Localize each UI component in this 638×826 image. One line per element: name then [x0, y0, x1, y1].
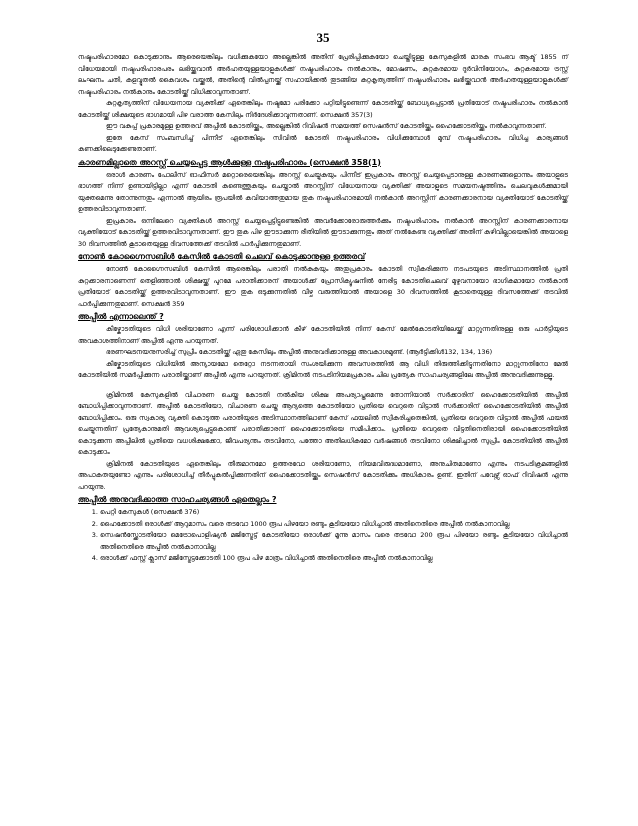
paragraph: ഒരാൾ കാരണം പോലീസ് ഓഫീസർ മറ്റൊരെയെങ്കിലും അറസ്റ്റ് ചെയ്യുകയും പിന്നീട് ഇപ്രകാരം അറസ്റ്റ് ചെയ്യപ്പെടാനുള്ള കാരണങ്ങളൊന്നും അയാളുടെ ഭാഗത്ത് നിന്ന് ഉണ്ടായിട്ടില്ലാ എന്ന് കോടതി കണ്ടെത്തുകയും ചെയ്താൽ അറസ്റ്റിന് വിധേയനായ വ്യക്തിക്ക് അയാളുടെ സമയനഷ്ടത്തിനും ചെലവുകൾക്കുമായി യുക്തമെന്നു തോന്നുന്നതും എന്നാൽ ആയിരം രൂപയിൽ കവിയാത്തതുമായ തുക നഷ്ടപരിഹാരമായി നൽകാൻ അറസ്റ്റിന് കാരണക്കാരനായ വ്യക്തിയോട് കോടതിയ്ക്ക് ഉത്തരവിടാവുന്നതാണ്. [78, 170, 568, 213]
paragraph: നോൺ കോഗ്നൈസബിൾ കേസിൽ ആരെങ്കിലും പരാതി നൽകുകയും അതുപ്രകാരം കോടതി സ്വീകരിക്കുന്ന നടപടയുടെ അടിസ്ഥാനത്തിൽ പ്രതി കുറ്റക്കാരനാണെന്ന് തെളിഞ്ഞാൽ ശിക്ഷയ്ക്ക് പുറമേ പരാതിക്കാരന് അയാൾക്ക് പ്രോസിക്യൂഷനിൽ നേരിട്ട കോടതിചെലവ് മുഴുവനായോ ഭാഗികമായോ നൽകാൻ പ്രതിയോട് കോടതിയ്ക്ക് ഉത്തരവിടാവുന്നതാണ്. ഈ തുക ഒടുക്കുന്നതിൽ വീഴ്ച വരുത്തിയാൽ അയാളെ 30 ദിവസത്തിൽ കൂടാതെയുള്ള ദിവസത്തേക്ക് തടവിൽ പാർപ്പിക്കുന്നതുമാണ്. സെക്ഷൻ 359 [78, 265, 568, 308]
section-heading: നോൺ കോഗ്നൈസബിൾ കേസിൽ കോടതി ചെലവ് കൊടുക്കാനുള്ള ഉത്തരവ് [78, 252, 365, 261]
paragraph: ഇതേ കേസ് സംബന്ധിച്ച് പിന്നീട് ഏതെങ്കിലും സിവിൽ കോടതി നഷ്ടപരിഹാരം വിധിക്കുമ്പോൾ മുമ്പ് നഷ്ടപരിഹാരം വിധിച്ച കാര്യങ്ങൾ കണക്കിലെടുക്കേണ്ടതാണ്. [78, 133, 568, 153]
page-number: 35 [316, 30, 330, 45]
paragraph: ക്രിമിനൽ കോടതിയുടെ ഏതെങ്കിലും തീരുമാനമോ ഉത്തരവോ ശരിയാണോ, നിയമവിരുദ്ധമാണോ, അനുചിതമാണോ എന്നും നടപടിക്രമങ്ങളിൽ അപാകതയുണ്ടോ എന്നും പരിശോധിച്ച് തീർപ്പുകൽപ്പിക്കുന്നതിന് ഹൈക്കോടതിയ്ക്കും സെഷൻസ് കോടതിക്കും അധികാരം ഉണ്ട്. ഇതിന് പവേഴ്സ് ഓഫ് റിവിഷൻ എന്നു പറയുന്നു. [78, 459, 568, 491]
section-heading: അപ്പീൽ എന്നാലെന്ത് ? [78, 312, 164, 321]
paragraph: നഷ്ടപരിഹാരമോ കൊടുക്കാനും ആരെയെങ്കിലും വധിക്കുകയോ അല്ലെങ്കിൽ അതിന് പ്രേരിപ്പിക്കുകയോ ചെയ്തിട്ടുള്ള കേസുകളിൽ മാരക സംഭവ ആക്ട് 1855 ന് വിധേയമായി നഷ്ടപരിഹാരപരം ലഭിയ്ക്കുവാൻ അർഹതയുള്ളയാളുകൾക്ക് നഷ്ടപരിഹാരം നൽകാനും, മോഷണം, കുറ്റകരമായ ദുർവിനിയോഗം, കുറ്റകരമായ ട്രസ്റ്റ് ലംഘനം ചതി, കളവ്മുതൽ കൈവശം വയ്ക്കൽ, അതിന്റെ വിൽപ്പനയ്ക്ക് സഹായിക്കൽ തുടങ്ങിയ കുറ്റകൃത്യത്തിന് നഷ്ടപരിഹാരം ലഭിയ്ക്കുവാൻ അർഹതയുള്ളയാളുകൾക്ക് നഷ്ടപരിഹാരം നൽകാനും കോടതിയ്ക്ക് വിധിക്കാവുന്നതാണ്. [78, 53, 568, 96]
paragraph: ഭരണഘടനയനുസരിച്ച് സുപ്രീം കോടതിയ്ക്ക് ഏതു കേസിലും അപ്പീൽ അനുവദിക്കാനുള്ള അവകാശമുണ്ട്. (ആർട്ടിക്കിൾ132, 134, 136) [106, 348, 493, 356]
paragraph: ക്രിമിനൽ കേസുകളിൽ വിചാരണ ചെയ്ത കോടതി നൽകിയ ശിക്ഷ അപര്യാപ്തമെന്നു തോന്നിയാൽ സർക്കാരിന് ഹൈക്കോടതിയിൽ അപ്പീൽ ബോധിപ്പിക്കാവുന്നതാണ്. അപ്പീൽ കോടതിയോ, വിചാരണ ചെയ്ത ആദ്യത്തെ കോടതിയോ പ്രതിയെ വെറുതെ വിട്ടാൽ സർക്കാരിന് ഹൈക്കോടതിയിൽ അപ്പീൽ ബോധിപ്പിക്കാം. ഒരു സ്വകാര്യ വ്യക്തി കൊടുത്ത പരാതിയുടെ അടിസ്ഥാനത്തിലാണ് കേസ് ഫയലിൽ സ്വീകരിച്ചതെങ്കിൽ, പ്രതിയെ വെറുതെ വിട്ടാൽ അപ്പീൽ ഫയൽ ചെയ്യുന്നതിന് പ്രത്യേകാനുമതി ആവശ്യപ്പെട്ടുകൊണ്ട് പരാതിക്കാരന് ഹൈക്കോടതിയെ സമീപിക്കാം. പ്രതിയെ വെറുതെ വിട്ടതിനെതിരായി ഹൈക്കോടതിയിൽ കൊടുക്കുന്ന അപ്പീലിൽ പ്രതിയെ വധശിക്ഷക്കോ, ജീവപര്യന്തം തടവിനോ, പത്തോ അതിലധികമോ വർഷങ്ങൾ തടവിനോ ശിക്ഷിച്ചാൽ സുപ്രീം കോടതിയിൽ അപ്പീൽ കൊടുക്കാം [78, 390, 568, 456]
list-item: 4. ഒരാൾക്ക് ഫസ്റ്റ് ക്ലാസ് മജിസ്ട്രേട്ടക്കോടതി 100 രൂപ പിഴ മാത്രം വിധിച്ചാൽ അതിനെതിരെ അപ്പീൽ നൽകാനാവില്ല [100, 553, 568, 565]
document-page [78, 30, 568, 565]
list-item: 1. പെറ്റി കേസുകൾ (സെക്ഷൻ 376) [100, 507, 568, 519]
section-heading: കാരണമില്ലാതെ അറസ്റ്റ് ചെയ്യപ്പെട്ട ആൾക്കുള്ള നഷ്ടപരിഹാരം (സെക്ഷൻ 358(1) [78, 157, 381, 167]
numbered-list [78, 507, 568, 565]
paragraph: ഈ വകുപ്പ് പ്രകാരമുള്ള ഉത്തരവ് അപ്പീൽ കോടതിയ്ക്കും, അല്ലെങ്കിൽ റിവിഷൻ സമയത്ത് സെഷൻസ് കോടതിയ്ക്കും ഹൈക്കോടതിയ്ക്കും നൽകാവുന്നതാണ്. [106, 122, 547, 130]
paragraph: കുറ്റകൃത്യത്തിന് വിധേയനായ വ്യക്തിക്ക് ഏതെങ്കിലും നഷ്ടമോ പരിക്കോ പറ്റിയിട്ടുണ്ടെന്ന് കോടതിയ്ക്ക് ബോധ്യപ്പെട്ടാൽ പ്രതിയോട് നഷ്ടപരിഹാരം നൽകാൻ കോടതിയ്ക്ക് ശിക്ഷയുടെ ഭാഗമായി പിഴ വരാത്ത കേസിലും നിർദേശിക്കാവുന്നതാണ്. സെക്ഷൻ 357(3) [78, 99, 568, 119]
paragraph: കീഴ്കോടതിയുടെ വിധി ശരിയാണോ എന്ന് പരിശോധിക്കാൻ കീഴ് കോടതിയിൽ നിന്ന് കേസ് മേൽകോടതിയിലേയ്ക്ക് മാറ്റുന്നതിനുള്ള ഒരു പാർട്ടിയുടെ അവകാശത്തിനാണ് അപ്പീൽ എന്നു പറയുന്നത്. [78, 325, 568, 345]
paragraph: കീഴ്കോടതിയുടെ വിധിയിൽ അന്യായമോ തെറ്റോ നടന്നതായി സംശയിക്കുന്ന അവസരത്തിൽ ആ വിധി തിരുത്തിക്കിട്ടുന്നതിനോ മാറ്റുന്നതിനോ മേൽ കോടതിയിൽ സമർപ്പിക്കുന്ന പരാതിയ്ക്കാണ് അപ്പീൽ എന്നു പറയുന്നത്. ക്രിമിനൽ നടപടിനിയമപ്രകാരം ചില പ്രത്യേക സാഹചര്യങ്ങളിലേ അപ്പീൽ അനുവദിക്കുന്നുള്ളൂ. [78, 359, 568, 379]
list-item: 3. സെഷൻസ്ക്കോടതിയോ മെട്രോപൊളിഷ്യൻ മജിസ്ട്രേട്ട് കോടതിയോ ഒരാൾക്ക് മൂന്നു മാസം വരെ തടവോ 200 രൂപ പിഴയോ രണ്ടും കൂടിയയോ വിധിച്ചാൽ അതിനെതിരെ അപ്പീൽ നൽകാനാവില്ല [100, 530, 568, 553]
section-heading: അപ്പീൽ അനുവദിക്കാത്ത സാഹചര്യങ്ങൾ ഏതെല്ലാം ? [78, 495, 277, 504]
paragraph: ഇപ്രകാരം ഒന്നിലേറെ വ്യക്തികൾ അറസ്റ്റ് ചെയ്യപ്പെട്ടിട്ടുണ്ടെങ്കിൽ അവർക്കോരോരുത്തർക്കും നഷ്ടപരിഹാരം നൽകാൻ അറസ്റ്റിന് കാരണക്കാരനായ വ്യക്തിയോട് കോടതിയ്ക്ക് ഉത്തരവിടാവുന്നതാണ്. ഈ തുക പിഴ ഈടാക്കുന്ന രീതിയിൽ ഈടാക്കുന്നതും അത് നൽകേണ്ട വ്യക്തിക്ക് അതിന് കഴിവില്ലായെങ്കിൽ അയാളെ 30 ദിവസത്തിൽ കൂടാതെയുള്ള ദിവസത്തേക്ക് തടവിൽ പാർപ്പിക്കുന്നതുമാണ്. [78, 216, 568, 248]
list-item: 2. ഹൈക്കോടതി ഒരാൾക്ക് ആറുമാസം വരെ തടവോ 1000 രൂപ പിഴയോ രണ്ടും കൂടിയയോ വിധിച്ചാൽ അതിനെതിരെ അപ്പീൽ നൽകാനാവില്ല [100, 519, 568, 531]
